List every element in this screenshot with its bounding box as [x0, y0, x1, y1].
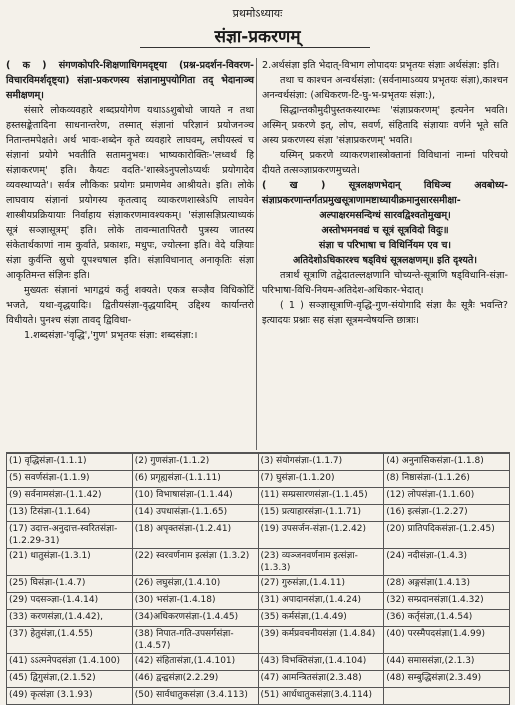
column-divider: [256, 58, 257, 450]
sanjna-list-table: [6, 453, 510, 705]
left-column: [6, 58, 254, 343]
table-cell: (3) संयोगसंज्ञा-(1.1.7): [258, 454, 384, 471]
table-row: [7, 522, 510, 549]
table-cell: (17) उदात्त-अनुदात्त-स्वरितसंज्ञा-(1.2.29-31): [7, 522, 133, 549]
table-cell: (16) इत्संज्ञा-(1.2.27): [384, 505, 510, 522]
table-cell: (41) ऽऽत्मनेपदसंज्ञा (1.4.100): [7, 654, 133, 671]
table-cell: (49) कृत्संज्ञा (3.1.93): [7, 688, 133, 705]
table-cell: (1) वृद्धिसंज्ञा-(1.1.1): [7, 454, 133, 471]
section-title: संज्ञा-प्रकरणम्: [214, 27, 301, 47]
right-column: [262, 58, 508, 328]
table-cell: (43) विभक्तिसंज्ञा,(1.4.104): [258, 654, 384, 671]
table-cell: (25) घिसंज्ञा-(1.4.7): [7, 576, 133, 593]
table-cell: (46) द्वन्द्वसंज्ञा(2.2.29): [132, 671, 258, 688]
table-cell: (31) अपादानसंज्ञा,(1.4.24): [258, 593, 384, 610]
table-cell: (7) घुसंज्ञा-(1.1.20): [258, 471, 384, 488]
table-row: [7, 627, 510, 654]
table-cell: (15) प्रत्याहारसंज्ञा-(1.1.71): [258, 505, 384, 522]
table-row: [7, 471, 510, 488]
table-cell: (13) टिसंज्ञा-(1.1.64): [7, 505, 133, 522]
table-row: [7, 488, 510, 505]
right-paragraph: ( 1 ) सञ्ज्ञासूत्राणि-वृद्धि-गुण-संयोगादि संज्ञा कैः सूत्रैः भवन्ति? इत्यादयः प्रश्नाः सह संज्ञा सूत्रमन्वेषयन्ति छात्राः।: [262, 300, 508, 326]
right-paragraph: सिद्धान्तकौमुदीपुस्तकस्यारम्भः 'संज्ञाप्रकरणम्' इत्यनेन भवति। अस्मिन् प्रकरणे इत्, लोप, सवर्ण, संहितादि संज्ञायाः वर्णने भूते सति अस्य प्रकरणस्य संज्ञा 'संज्ञाप्रकरणम्' भवति।: [262, 105, 508, 146]
table-cell: (9) सर्वनामसंज्ञा-(1.1.42): [7, 488, 133, 505]
table-cell: (20) प्रातिपदिकसंज्ञा-(1.2.45): [384, 522, 510, 549]
table-cell: (24) नदीसंज्ञा-(1.4.3): [384, 549, 510, 576]
right-paragraph: संज्ञा च परिभाषा च विधिर्नियम एव च।: [318, 240, 452, 251]
table-cell: (33) करणसंज्ञा,(1.4.42),: [7, 610, 133, 627]
table-row: [7, 593, 510, 610]
table-cell: (2) गुणसंज्ञा-(1.1.2): [132, 454, 258, 471]
table-cell: (44) समाससंज्ञा,(2.1.3): [384, 654, 510, 671]
right-paragraph: ( ख ) सूत्रलक्षणभेदान् विधिञ्च अवबोध्य-संज्ञाप्रकरणान्तर्गतप्रमुखसूत्राणामष्टाध्यायीक्रमानुसारसमीक्षा-: [262, 180, 508, 206]
table-cell: (51) आर्धधातुकसंज्ञा(3.4.114): [258, 688, 384, 705]
table-cell: (22) स्वरवर्णनाम इत्संज्ञा (1.3.2): [132, 549, 258, 576]
table-cell: (4) अनुनासिकसंज्ञा-(1.1.8): [384, 454, 510, 471]
table-cell: (39) कर्मप्रवचनीयसंज्ञा (1.4.84): [258, 627, 384, 654]
table-cell: (34)अधिकरणसंज्ञा-(1.4.45): [132, 610, 258, 627]
table-cell: (36) कर्तृसंज्ञा,(1.4.54): [384, 610, 510, 627]
title-underline: [140, 47, 370, 48]
sanjna-table: [6, 452, 510, 705]
right-paragraph: 2.अर्थसंज्ञा इति भेदात्-विभाग लोपादयः प्रभृतयः संज्ञाः अर्थसंज्ञा: इति।: [262, 60, 500, 71]
table-cell: (47) आमन्त्रितसंज्ञा(2.3.48): [258, 671, 384, 688]
left-paragraph: ( क ) संगणकोपरि-शिक्षणाधिगमदृष्ट्या (प्रश्न-प्रदर्शन-विवरण-विचारविमर्शदृष्ट्या) संज्ञा-प्रकरणस्य संज्ञानामुपयोगिता तद् भेदानाञ्च समीक्षणम्।: [6, 60, 254, 101]
table-cell: (21) धातुसंज्ञा-(1.3.1): [7, 549, 133, 576]
left-paragraph: मुख्यतः संज्ञानां भागद्वयं कर्तुं शक्यते। एकत्र सञ्ज्ञैव विधिकोटिं भजते, यथा-वृद्धयादिः। द्वितीयसंज्ञा-वृद्धयादिम् उद्दिश्य कार्यान्तरो विधीयते। पुनश्च संज्ञा तावद् द्विविधा-: [6, 285, 254, 326]
right-paragraph: अल्पाक्षरमसन्दिग्धं सारवद्विश्वतोमुखम्।: [319, 210, 451, 221]
table-cell: (10) विभाषासंज्ञा-(1.1.44): [132, 488, 258, 505]
table-row: [7, 671, 510, 688]
table-cell: (18) अपृक्तसंज्ञा-(1.2.41): [132, 522, 258, 549]
right-paragraph: अस्तोभमनवद्यं च सूत्रं सूत्रविदो विदुः॥: [321, 225, 449, 236]
table-cell: [384, 688, 510, 705]
table-cell: (8) निष्ठासंज्ञा-(1.1.26): [384, 471, 510, 488]
table-row: [7, 654, 510, 671]
table-cell: (45) द्विगुसंज्ञा,(2.1.52): [7, 671, 133, 688]
table-row: [7, 549, 510, 576]
table-cell: (42) संहितासंज्ञा,(1.4.101): [132, 654, 258, 671]
table-cell: (6) प्रगृह्यसंज्ञा-(1.1.11): [132, 471, 258, 488]
left-paragraph: 1.शब्दसंज्ञा-'वृद्धि','गुण' प्रभृतयः संज्ञा: शब्दसंज्ञा:।: [24, 330, 198, 341]
table-cell: (50) सार्वधातुकसंज्ञा (3.4.113): [132, 688, 258, 705]
table-row: [7, 576, 510, 593]
table-row: [7, 610, 510, 627]
table-cell: (40) परस्मैपदसंज्ञा(1.4.99): [384, 627, 510, 654]
table-cell: (26) लघुसंज्ञा,(1.4.10): [132, 576, 258, 593]
table-cell: (38) निपात-गति-उपसर्गसंज्ञा-(1.4.57): [132, 627, 258, 654]
table-cell: (12) लोपसंज्ञा-(1.1.60): [384, 488, 510, 505]
table-row: [7, 454, 510, 471]
table-cell: (37) हेतुसंज्ञा,(1.4.55): [7, 627, 133, 654]
table-cell: (29) पदसञ्ज्ञा-(1.4.14): [7, 593, 133, 610]
table-cell: (23) व्यञ्जनवर्णनाम इत्संज्ञा-(1.3.3): [258, 549, 384, 576]
table-cell: (14) उपधासंज्ञा-(1.1.65): [132, 505, 258, 522]
table-cell: (48) सम्बुद्धिसंज्ञा(2.3.49): [384, 671, 510, 688]
table-cell: (28) अङ्गसंज्ञा(1.4.13): [384, 576, 510, 593]
table-cell: (32) सम्प्रदानसंज्ञा(1.4.32): [384, 593, 510, 610]
table-cell: (11) सम्प्रसारणसंज्ञा-(1.1.45): [258, 488, 384, 505]
table-cell: (30) भसंज्ञा-(1.4.18): [132, 593, 258, 610]
right-paragraph: तत्रार्थं सूत्राणि तद्वेदातल्लक्षणानि चोच्यन्ते-सूत्राणि षड्विधानि-संज्ञा-परिभाषा-विधि-नियम-अतिदेश-अधिकार-भेदात्।: [262, 270, 508, 296]
table-cell: (19) उपसर्जन-संज्ञा-(1.2.42): [258, 522, 384, 549]
right-paragraph: यस्मिन् प्रकरणे व्याकरणशास्त्रोक्तानां विविधानां नाम्नां परिचयो दीयते तत्सञ्ज्ञाप्रकरणमुच्यते।: [262, 150, 508, 176]
table-row: [7, 505, 510, 522]
right-paragraph: तथा च काश्चन अन्वर्थसंज्ञा: (सर्वनामाऽव्यय प्रभृतयः संज्ञा),काश्चन अनन्वर्थसंज्ञा: (अधिकरण-टि-घु-भ-प्रभृतयः संज्ञा:),: [262, 75, 508, 101]
table-row: [7, 688, 510, 705]
left-paragraph: संसारे लोकव्यवहारे शब्दप्रयोगेण यथाऽऽशुबोधो जायते न तथा हस्तसङ्केतादिना साधनान्तरेण, तस्मात् संज्ञानां परिज्ञानं प्रयोजनञ्च नितान्तमपेक्षते। अर्थ भावः-शब्देन कृते व्यवहारे लाघवम्, लघीयस्त्वं च संज्ञानां प्रयोगे भवतीति सतामनुभवः। भाष्यकारोक्तिः-'लध्वर्थं हि संज्ञाकरणम्' इति। कैयटः वदति-'शास्त्रेऽनुपलोऽप्यर्थः प्रयोगादेव व्यवस्थाप्यते'। सर्वत्र लौकिकः प्रयोगः प्रमाणमेव आश्रीयते। इति। लोके लाघवाय संज्ञानां प्रयोगस्य कृतत्वाद् व्याकरणशास्त्रेऽपि लाघवेन शास्त्रीयप्रक्रियायाः निर्वाहाय संज्ञाकरणमावश्यकम्। 'संज्ञासज्ञिप्रत्याध्यकं सूत्रं सञ्ज्ञासूत्रम्' इति। लोके तावन्मातापितरौ पुत्रस्य जातस्य संकेतार्थकाणां नाम कुर्वाते, प्रकाशः, मधुपः, ज्योत्स्ना इति। वेदे यज्ञियाः संज्ञा कुर्वन्ति स्रुचो यूपश्चषाल इति। संज्ञाविधानात् अनाकृतिः संज्ञा आकृतिमन्त संज्ञिनः इति।: [6, 105, 254, 281]
table-cell: (5) सवर्णसंज्ञा-(1.1.9): [7, 471, 133, 488]
chapter-heading: प्रथमोऽध्यायः: [232, 7, 283, 20]
table-cell: (27) गुरुसंज्ञा,(1.4.11): [258, 576, 384, 593]
right-paragraph: अतिदेशोऽधिकारश्च षड्विधं सूत्रलक्षणम्॥ इति दृश्यते।: [292, 255, 478, 266]
table-cell: (35) कर्मसंज्ञा,(1.4.49): [258, 610, 384, 627]
